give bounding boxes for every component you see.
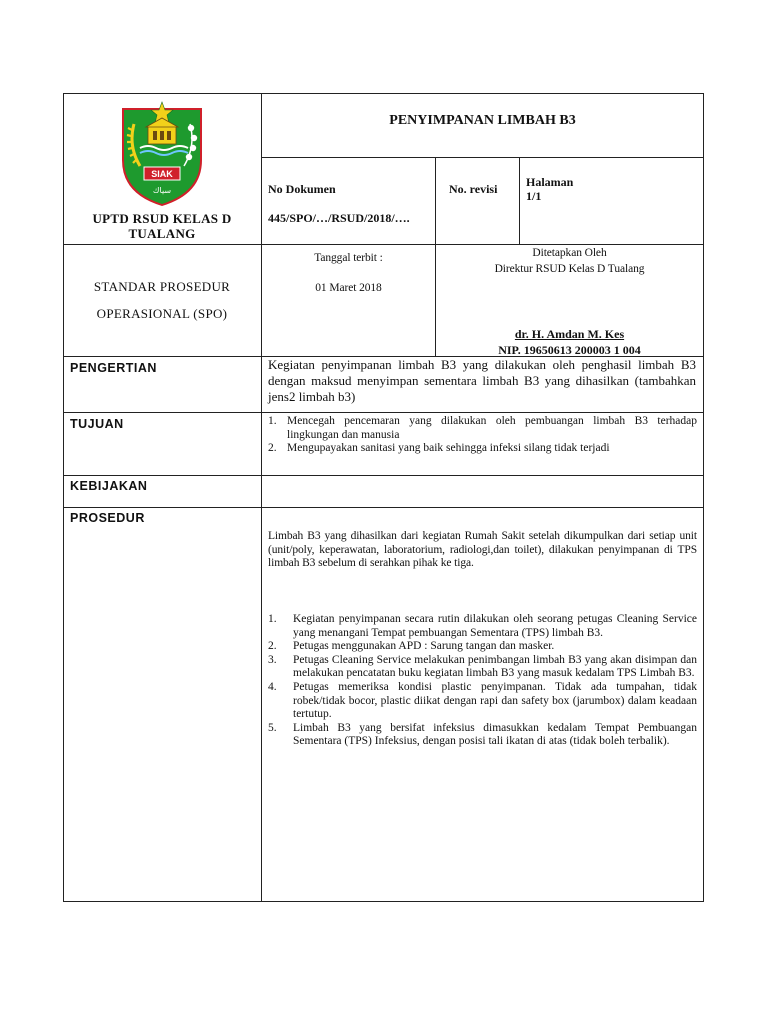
kebijakan-label: KEBIJAKAN [70, 479, 148, 493]
hospital-name-line1: UPTD RSUD KELAS D [92, 211, 232, 226]
prosedur-step: 4. Petugas memeriksa kondisi plastic penyimpanan. Tidak ada tumpahan, tidak robek/tidak bocor, plastic diikat dengan rapi dan safety box (jarumbox) dalam keadaan tertutup. [268, 680, 697, 721]
tujuan-item: 2. Mengupayakan sanitasi yang baik sehingga infeksi silang tidak terjadi [268, 442, 610, 455]
tujuan-label: TUJUAN [70, 417, 124, 431]
column-divider [261, 93, 262, 902]
tujuan-item-text: Mencegah pencemaran yang dilakukan oleh pembuangan limbah B3 terhadap lingkungan dan manusia [287, 415, 697, 441]
svg-text:سياك: سياك [152, 186, 172, 195]
prosedur-step: 3. Petugas Cleaning Service melakukan penimbangan limbah B3 yang akan disimpan dan melakukan pencatatan buku kegiatan limbah B3 yang masuk kedalam TPS Limbah B3. [268, 653, 697, 680]
issue-date-label: Tanggal terbit : [314, 252, 383, 264]
title-row-divider [261, 157, 704, 158]
tujuan-item: 1. Mencegah pencemaran yang dilakukan oleh pembuangan limbah B3 terhadap lingkungan dan manusia [268, 415, 697, 441]
director-nip: NIP. 19650613 200003 1 004 [498, 343, 641, 357]
svg-text:SIAK: SIAK [151, 169, 173, 179]
pengertian-text: Kegiatan penyimpanan limbah B3 yang dilakukan oleh penghasil limbah B3 dengan maksud menyimpan sementara limbah B3 yang dihasilkan (tambahkan jens2 limbah b3) [268, 357, 696, 404]
tujuan-row-bottom [63, 475, 704, 476]
kebijakan-row-bottom [63, 507, 704, 508]
prosedur-steps [268, 613, 697, 749]
prosedur-step-text: Kegiatan penyimpanan secara rutin dilakukan oleh seorang petugas Cleaning Service yang menangani Tempat pembuangan Sementara (TPS) limbah B3. [293, 613, 697, 639]
issue-date-value: 01 Maret 2018 [315, 282, 382, 294]
table-border-right [703, 93, 704, 902]
prosedur-step-text: Petugas memeriksa kondisi plastic penyimpanan. Tidak ada tumpahan, tidak robek/tidak bocor, plastic diikat dengan rapi dan safety box (jarumbox) dalam keadaan tertutup. [293, 680, 697, 721]
hospital-name [63, 211, 261, 241]
document-title: PENYIMPANAN LIMBAH B3 [389, 113, 576, 128]
prosedur-step-text: Petugas Cleaning Service melakukan penimbangan limbah B3 yang akan disimpan dan melakukan pencatatan buku kegiatan limbah B3 yang masuk kedalam TPS Limbah B3. [293, 653, 697, 680]
doc-number-label: No Dokumen [268, 182, 336, 196]
prosedur-step-text: Petugas menggunakan APD : Sarung tangan dan masker. [293, 640, 555, 653]
prosedur-label: PROSEDUR [70, 511, 145, 525]
pengertian-label: PENGERTIAN [70, 361, 157, 375]
table-border-top [63, 93, 704, 94]
director-name-text: dr. H. Amdan M. Kes [514, 327, 625, 341]
header-row-bottom [63, 244, 704, 245]
prosedur-intro: Limbah B3 yang dihasilkan dari kegiatan Rumah Sakit setelah dikumpulkan dari setiap unit (unit/poly, keperawatan, laboratorium, radiologi,dan toilet), dilakukan penyimpanan di TPS limbah B3 sebelum di serahkan pihak ke tiga. [268, 530, 697, 570]
page-label: Halaman [526, 175, 574, 189]
doc-number-value: 445/SPO/…/RSUD/2018/…. [268, 211, 410, 225]
prosedur-step: 1. Kegiatan penyimpanan secara rutin dilakukan oleh seorang petugas Cleaning Service yang menangani Tempat pembuangan Sementara (TPS) limbah B3. [268, 613, 697, 639]
hospital-name-line2: TUALANG [128, 226, 196, 241]
pengertian-row-bottom [63, 412, 704, 413]
tujuan-item-text: Mengupayakan sanitasi yang baik sehingga infeksi silang tidak terjadi [287, 442, 610, 455]
revision-divider [519, 157, 520, 245]
table-border-bottom [63, 901, 704, 902]
prosedur-step-text: Limbah B3 yang bersifat infeksius dimasukkan kedalam Tempat Pembuangan Sementara (TPS) Infeksius, dengan posisi tali ikatan di atas (tidak boleh terbalik). [293, 721, 697, 748]
hospital-logo [118, 100, 206, 208]
docno-divider [435, 157, 436, 245]
page-value: 1/1 [526, 189, 542, 203]
prosedur-step: 2. Petugas menggunakan APD : Sarung tangan dan masker. [268, 640, 555, 653]
spo-label-line2: OPERASIONAL (SPO) [96, 306, 228, 321]
revision-label: No. revisi [449, 182, 498, 196]
spo-label-line1: STANDAR PROSEDUR [93, 279, 231, 294]
director-name [436, 327, 703, 341]
approved-by-label: Ditetapkan Oleh [532, 247, 607, 259]
prosedur-step: 5. Limbah B3 yang bersifat infeksius dimasukkan kedalam Tempat Pembuangan Sementara (TPS) Infeksius, dengan posisi tali ikatan di atas (tidak boleh terbalik). [268, 721, 697, 748]
approved-by-title: Direktur RSUD Kelas D Tualang [494, 263, 645, 275]
tujuan-list [268, 415, 697, 456]
